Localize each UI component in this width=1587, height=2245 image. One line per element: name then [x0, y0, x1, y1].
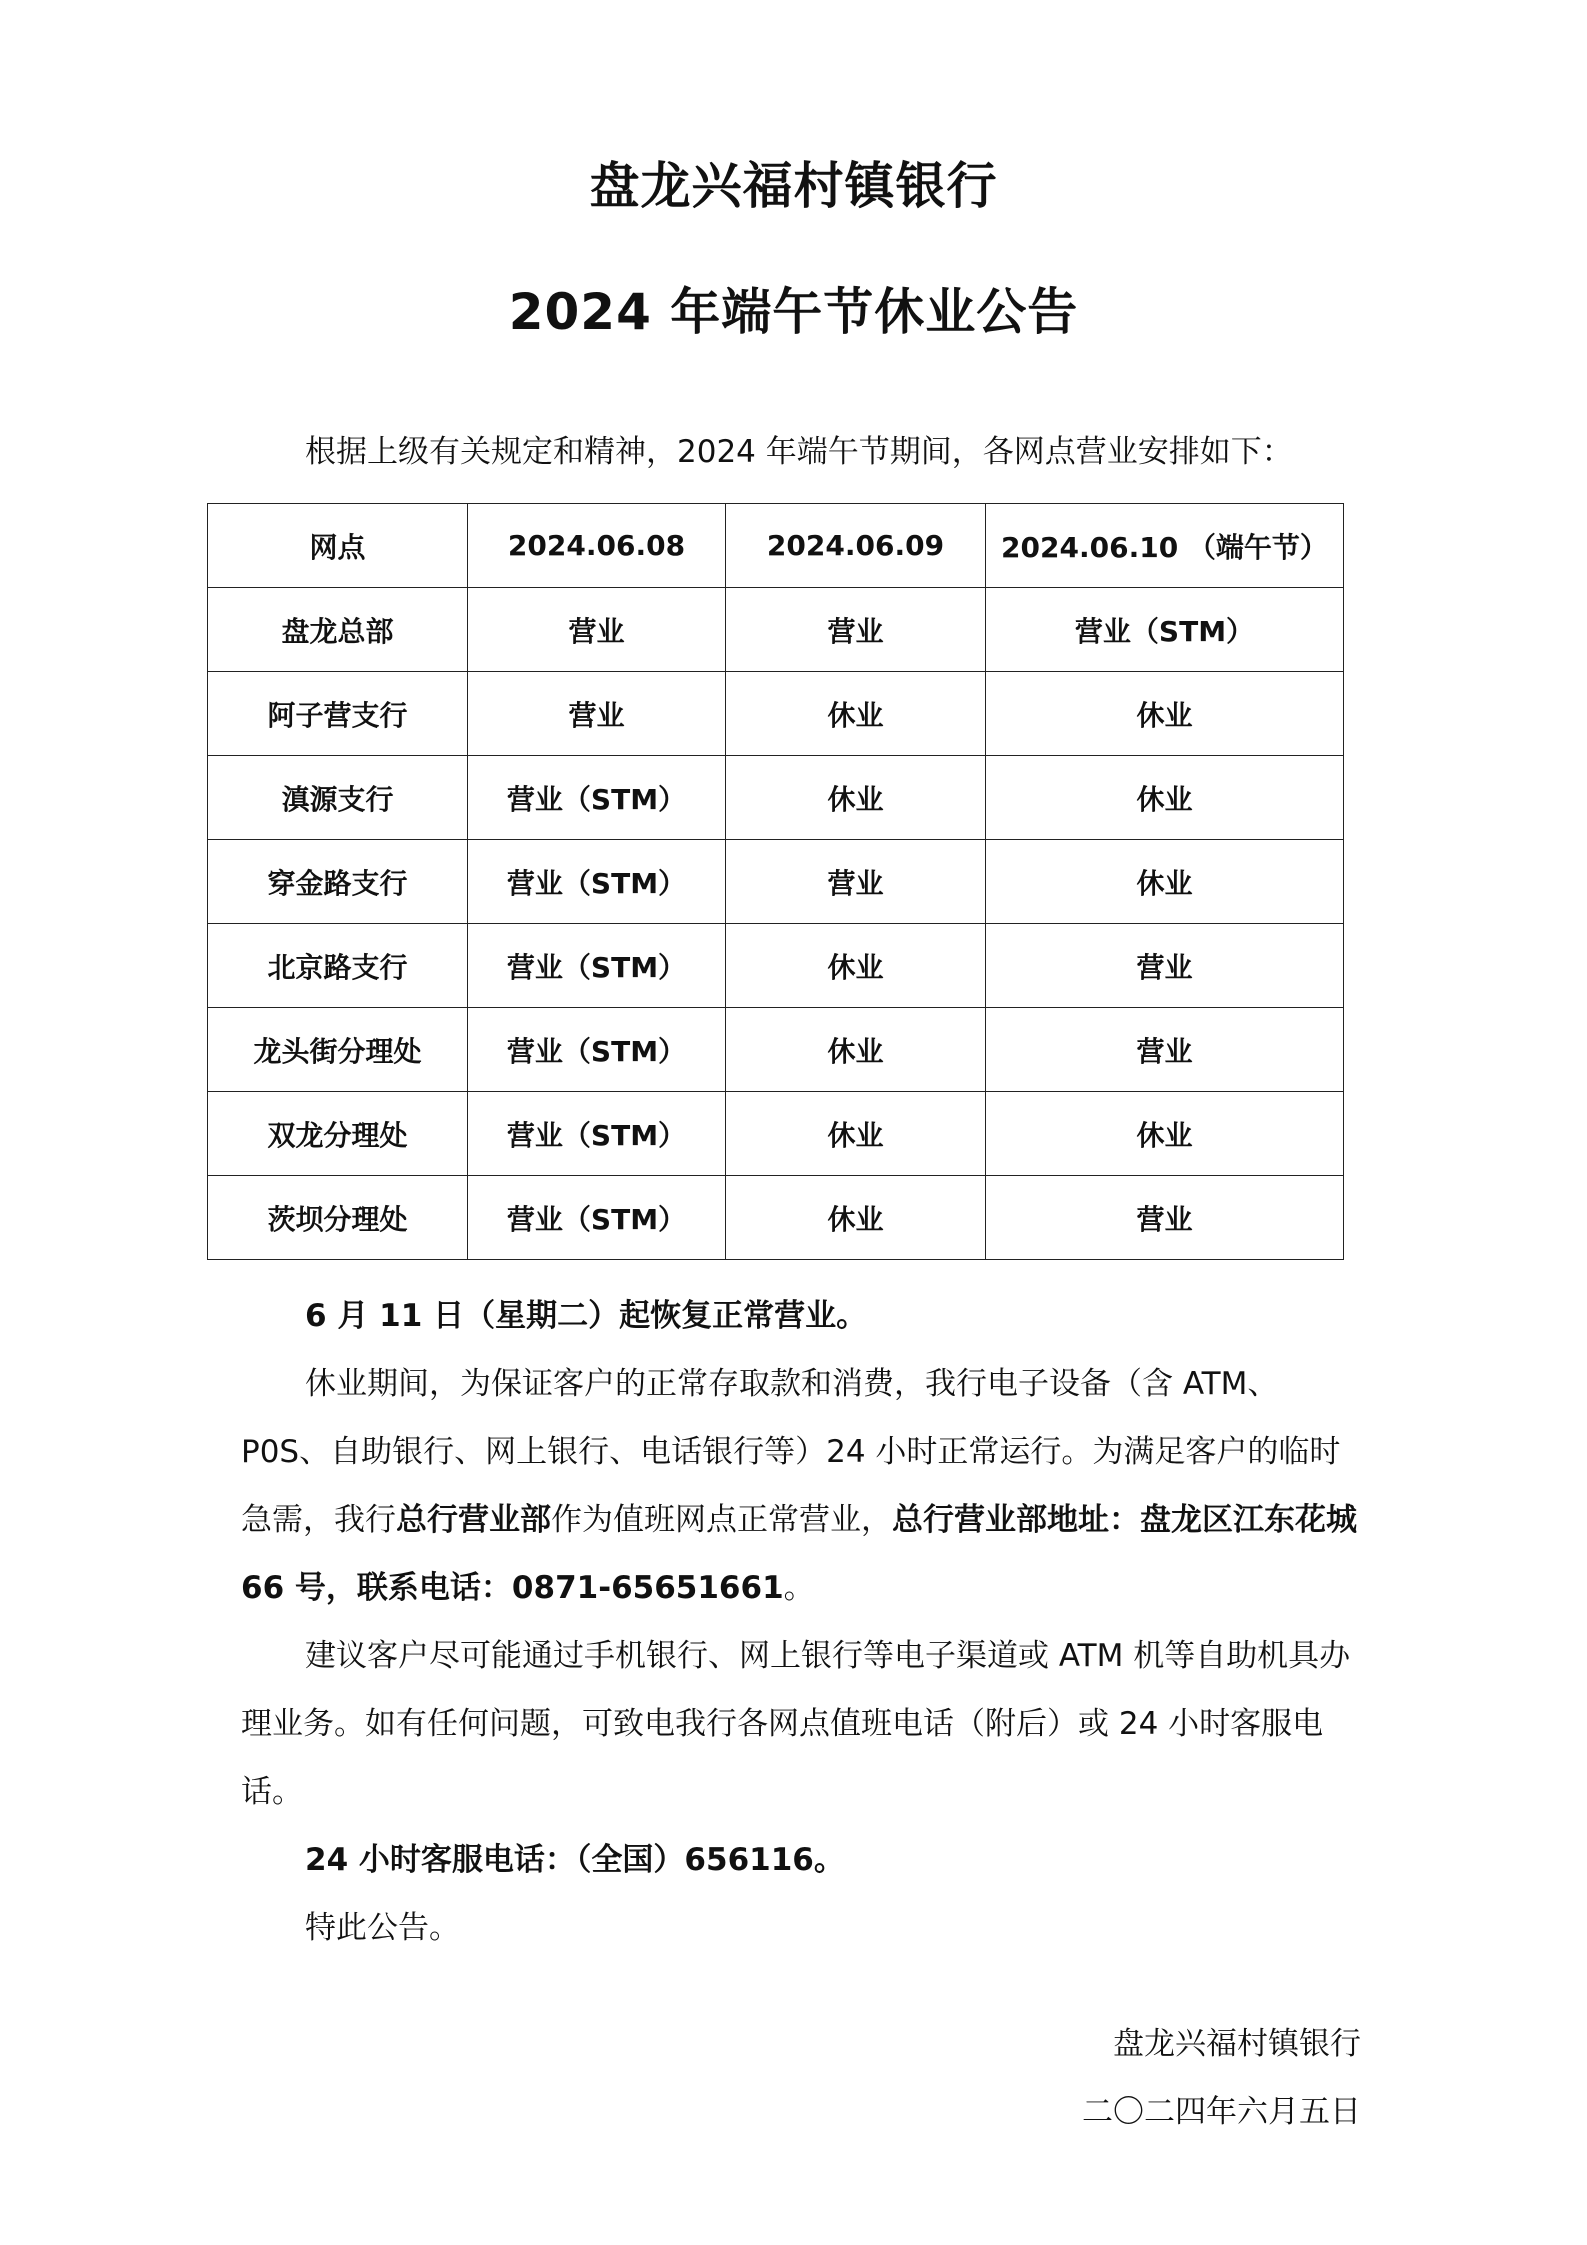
header-date-0610: 2024.06.10 （端午节）: [986, 504, 1344, 588]
table-row: [208, 1176, 1344, 1260]
table-row: [208, 840, 1344, 924]
schedule-table: [207, 503, 1344, 1260]
suggestion-paragraph: 建议客户尽可能通过手机银行、网上银行等电子渠道或 ATM 机等自助机具办理业务。如有任何问题，可致电我行各网点值班电话（附后）或 24 小时客服电话。: [241, 1638, 1351, 1810]
service-text-3: 。: [783, 1570, 815, 1606]
status-cell: 营业: [986, 924, 1344, 1008]
status-cell: 营业: [726, 588, 986, 672]
status-cell: 营业（STM）: [468, 1092, 726, 1176]
status-cell: 营业: [986, 1008, 1344, 1092]
branch-name: 穿金路支行: [208, 840, 468, 924]
notice-title: 2024 年端午节休业公告: [508, 283, 1079, 341]
signature-name: 盘龙兴福村镇银行: [1113, 2026, 1361, 2062]
status-cell: 营业（STM）: [468, 1176, 726, 1260]
status-cell: 营业（STM）: [468, 756, 726, 840]
header-date-0608: 2024.06.08: [468, 504, 726, 588]
closing-paragraph: 特此公告。: [305, 1910, 460, 1946]
service-paragraph: [241, 1350, 1361, 1622]
hotline-paragraph: 24 小时客服电话：（全国）656116。: [305, 1842, 845, 1878]
status-cell: 营业: [726, 840, 986, 924]
bank-name-title: 盘龙兴福村镇银行: [589, 157, 998, 215]
status-cell: 休业: [726, 672, 986, 756]
status-cell: 营业（STM）: [986, 588, 1344, 672]
resume-notice: 6 月 11 日（星期二）起恢复正常营业。: [305, 1298, 868, 1334]
table-row: [208, 1092, 1344, 1176]
table-row: [208, 588, 1344, 672]
status-cell: 休业: [986, 672, 1344, 756]
status-cell: 营业（STM）: [468, 840, 726, 924]
status-cell: 休业: [986, 840, 1344, 924]
status-cell: 休业: [726, 756, 986, 840]
head-office-address-phone: 总行营业部地址：盘龙区江东花城 66 号，联系电话：0871-65651661: [241, 1502, 1357, 1606]
schedule-header-row: [208, 504, 1344, 588]
branch-name: 阿子营支行: [208, 672, 468, 756]
status-cell: 营业: [468, 588, 726, 672]
table-row: [208, 756, 1344, 840]
branch-name: 龙头街分理处: [208, 1008, 468, 1092]
branch-name: 盘龙总部: [208, 588, 468, 672]
service-text-2: 作为值班网点正常营业，: [551, 1502, 892, 1538]
intro-paragraph: 根据上级有关规定和精神，2024 年端午节期间，各网点营业安排如下：: [305, 434, 1293, 470]
status-cell: 营业: [468, 672, 726, 756]
status-cell: 休业: [986, 756, 1344, 840]
status-cell: 休业: [726, 1176, 986, 1260]
signature-date: 二〇二四年六月五日: [1082, 2094, 1361, 2130]
table-row: [208, 924, 1344, 1008]
status-cell: 休业: [726, 924, 986, 1008]
status-cell: 营业（STM）: [468, 924, 726, 1008]
branch-name: 滇源支行: [208, 756, 468, 840]
branch-name: 茨坝分理处: [208, 1176, 468, 1260]
table-row: [208, 672, 1344, 756]
header-date-0609: 2024.06.09: [726, 504, 986, 588]
head-office-name: 总行营业部: [396, 1502, 551, 1538]
branch-name: 双龙分理处: [208, 1092, 468, 1176]
status-cell: 休业: [726, 1092, 986, 1176]
service-text-1: 休业期间，为保证客户的正常存取款和消费，我行电子设备（含 ATM、P0S、自助银行、网上银行、电话银行等）24 小时正常运行。为满足客户的临时急需，我行: [241, 1366, 1341, 1538]
status-cell: 休业: [726, 1008, 986, 1092]
branch-name: 北京路支行: [208, 924, 468, 1008]
status-cell: 营业: [986, 1176, 1344, 1260]
table-row: [208, 1008, 1344, 1092]
status-cell: 休业: [986, 1092, 1344, 1176]
status-cell: 营业（STM）: [468, 1008, 726, 1092]
header-branch: 网点: [208, 504, 468, 588]
